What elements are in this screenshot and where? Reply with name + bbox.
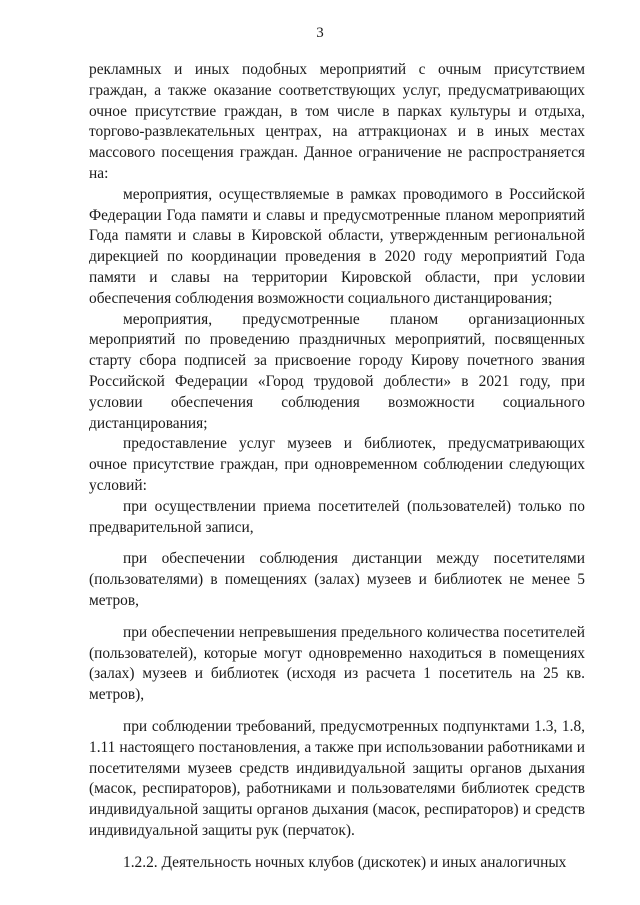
page-number: 3	[316, 25, 324, 41]
condition-appointment: при осуществлении приема посетителей (пользователей) только по предварительной записи,	[89, 497, 585, 536]
paragraph-night-clubs: 1.2.2. Деятельность ночных клубов (дискотек) и иных аналогичных	[123, 853, 567, 871]
paragraph-museums-libraries: предоставление услуг музеев и библиотек, предусматривающих очное присутствие граждан, при одновременном соблюдении следующих условий:	[89, 435, 585, 494]
document-body	[89, 60, 585, 873]
paragraph-exception-city-of-labor: мероприятия, предусмотренные планом организационных мероприятий по проведению праздничных мероприятий, посвященных старту сбора подписей за присвоение городу Кирову почетного звания Российской Федерации «Город трудовой доблести» в 2021 году, при условии обеспечения соблюдения возможности социального дистанцирования;	[89, 310, 585, 432]
paragraph-continuation: рекламных и иных подобных мероприятий с очным присутствием граждан, а также оказание соответствующих услуг, предусматривающих очное присутствие граждан, в том числе в парках культуры и отдыха, торгово-развлекательных центрах, на аттракционах и в иных местах массового посещения граждан. Данное ограничение не распространяется на:	[89, 61, 585, 182]
condition-distance: при обеспечении соблюдения дистанции между посетителями (пользователями) в помещениях (залах) музеев и библиотек не менее 5 метров,	[89, 550, 585, 609]
condition-protective-equipment: при соблюдении требований, предусмотренных подпунктами 1.3, 1.8, 1.11 настоящего постановления, а также при использовании работниками и посетителями музеев средств индивидуальной защиты органов дыхания (масок, респираторов), работниками и пользователями библиотек средств индивидуальной защиты органов дыхания (масок, респираторов) и средств индивидуальной защиты рук (перчаток).	[89, 717, 585, 839]
paragraph-exception-year-of-memory: мероприятия, осуществляемые в рамках проводимого в Российской Федерации Года памяти и славы и предусмотренные планом мероприятий Года памяти и славы в Кировской области, утвержденным региональной дирекцией по координации проведения в 2020 году мероприятий Года памяти и славы на территории Кировской области, при условии обеспечения соблюдения возможности социального дистанцирования;	[89, 185, 585, 307]
condition-capacity: при обеспечении непревышения предельного количества посетителей (пользователей), которые могут одновременно находиться в помещениях (залах) музеев и библиотек (исходя из расчета 1 посетитель на 25 кв. метров),	[89, 623, 585, 704]
